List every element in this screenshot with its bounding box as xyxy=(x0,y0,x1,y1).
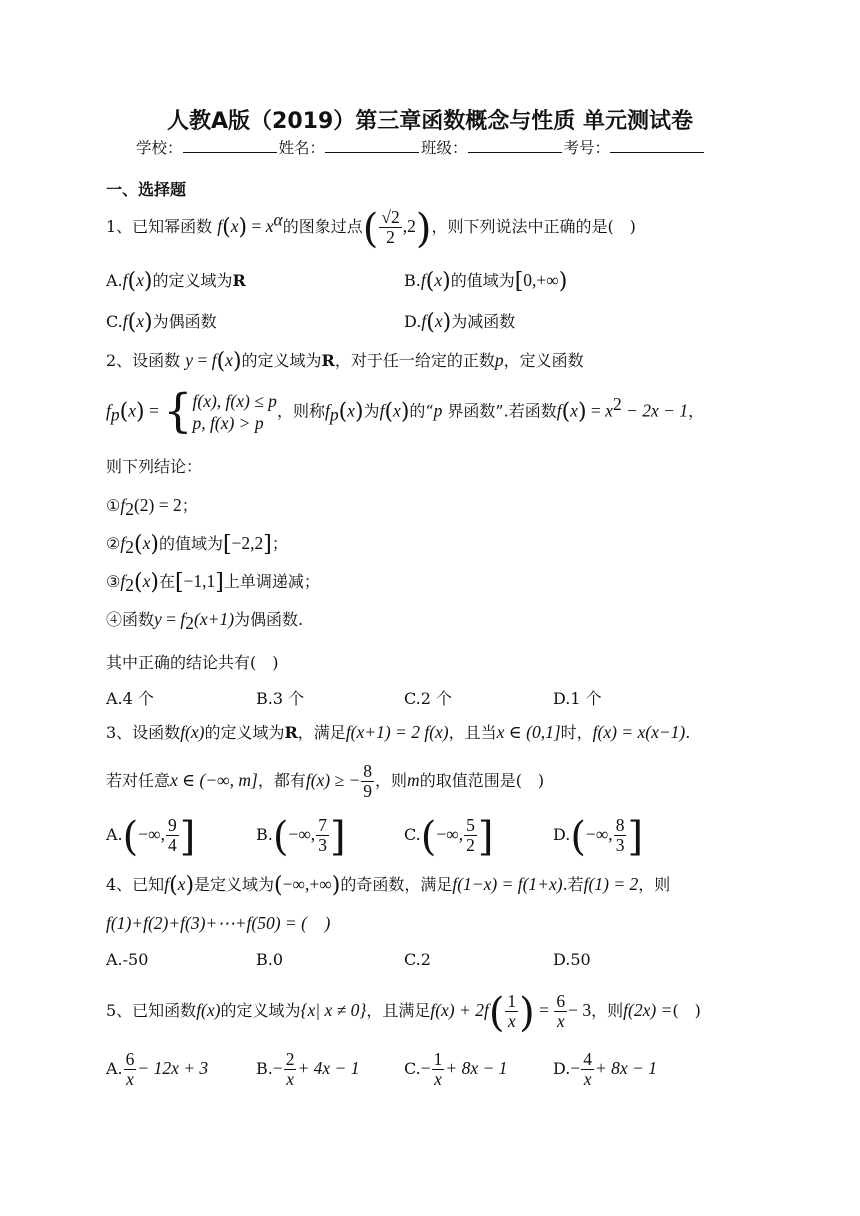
q1-text: 的图象过点 xyxy=(282,217,363,236)
q3-text: 若对任意 xyxy=(106,771,171,790)
q4-option-b[interactable]: B.0 xyxy=(256,950,284,969)
math: f(2x) = xyxy=(623,1000,673,1020)
math: p xyxy=(329,404,339,425)
math: f xyxy=(420,270,426,290)
opt-letter: C. xyxy=(404,825,421,844)
math: f(1−x) = f(1+x) xyxy=(452,874,563,894)
opt-letter: B. xyxy=(256,825,273,844)
school-label: 学校： xyxy=(136,139,183,157)
math: −2,2 xyxy=(231,533,264,553)
q3-option-d[interactable]: D.(−∞, $\frac{8}{3}$ ] xyxy=(553,814,644,860)
math: 1 xyxy=(433,1049,443,1069)
math: (2) = 2 xyxy=(133,495,182,515)
math: x xyxy=(286,1069,294,1089)
q3-option-c[interactable]: C.(−∞, $\frac{5}{2}$ ] xyxy=(404,814,494,860)
q2-text: ， xyxy=(688,401,705,421)
math: x xyxy=(230,216,239,236)
math: 2 xyxy=(386,227,395,247)
math: − 12x + 3 xyxy=(137,1058,209,1078)
math: x xyxy=(265,216,274,236)
math: f(x) + 2f xyxy=(430,1000,489,1020)
q3-stem xyxy=(106,721,690,744)
q3-text: ，满足 xyxy=(297,723,346,742)
math: f xyxy=(164,874,170,894)
math: α xyxy=(273,209,283,230)
number-label: 考号： xyxy=(563,139,611,157)
math: y xyxy=(154,609,162,629)
math: x xyxy=(393,400,401,421)
opt-letter: D. xyxy=(553,1059,571,1078)
math: = xyxy=(586,400,606,421)
q4-option-d[interactable]: D.50 xyxy=(553,950,591,969)
math: f xyxy=(120,571,126,591)
class-blank xyxy=(468,138,562,153)
math: 4 xyxy=(583,1049,592,1069)
math: − xyxy=(272,1058,283,1078)
math: f xyxy=(556,400,562,421)
q3-text: R xyxy=(284,723,298,742)
math: f xyxy=(324,400,330,421)
math: x xyxy=(136,270,144,290)
q2-text: 为 xyxy=(363,401,380,421)
math: x xyxy=(128,400,136,421)
math: −∞, xyxy=(436,824,464,844)
page-title: 人教A版（2019）第三章函数概念与性质 单元测试卷 xyxy=(167,109,693,134)
math: ,2 xyxy=(402,216,416,236)
math: f xyxy=(120,495,126,515)
q2-text: ，对于任一给定的正数 xyxy=(334,351,495,370)
q1-text: ，则下列说法中正确的是( ) xyxy=(431,217,636,236)
q3-text: ，都有 xyxy=(257,771,306,790)
math: f xyxy=(106,400,111,421)
math: − 2x − 1 xyxy=(621,400,689,421)
math: 8 xyxy=(363,761,373,781)
math: 2 xyxy=(125,537,134,558)
q2-text: R xyxy=(321,351,335,370)
q2-text: ① xyxy=(106,496,121,515)
q5-option-d[interactable] xyxy=(553,1050,657,1089)
math: 2 xyxy=(125,575,134,596)
q5-text: ( ) xyxy=(672,1001,701,1020)
math: x xyxy=(177,874,186,894)
math: f(x) xyxy=(180,722,205,742)
math: + 8x − 1 xyxy=(445,1058,508,1078)
math: − 3 xyxy=(568,1000,592,1020)
q1-option-b[interactable]: B.f(x)的值域为[0,+∞) xyxy=(404,269,568,294)
q2-conclusion-1 xyxy=(106,494,198,520)
math: f xyxy=(421,311,427,331)
math: 2 xyxy=(285,1049,295,1069)
q1-stem: 1、已知幂函数 $f(x) = x^\alpha$的图象过点( $\frac{√2}{2}$ ,2)，则下列说法中正确的是( ) xyxy=(106,206,636,252)
student-info xyxy=(136,136,706,158)
math: x xyxy=(434,311,443,331)
q2-conclusion-2: $②f_2(x)$的值域为[−2,2]； xyxy=(106,532,288,558)
q2-conclusion-3: $③f_2(x)$在[−1,1]上单调递减； xyxy=(106,570,320,596)
math: x xyxy=(136,311,145,331)
opt-text: 为减函数 xyxy=(451,312,516,331)
q2-option-a[interactable]: A.4 个 xyxy=(106,689,154,708)
math: 5 xyxy=(466,815,475,835)
math: = xyxy=(534,1000,554,1020)
math: + 8x − 1 xyxy=(594,1058,657,1078)
math: f(x), f(x) ≤ p xyxy=(192,391,277,411)
math: f xyxy=(180,609,186,629)
opt-letter: D. xyxy=(553,825,571,844)
math: x xyxy=(605,400,613,421)
q4-stem: 4、已知f(x)是定义域为(−∞,+∞)的奇函数，满足f(1−x) = f(1+x).若f(1) = 2，则 xyxy=(106,873,671,898)
math: f xyxy=(217,216,223,236)
math: f xyxy=(211,350,217,370)
q2-text: 2、设函数 xyxy=(106,351,181,370)
math: f xyxy=(120,533,126,553)
q2-option-c[interactable]: C.2 个 xyxy=(404,689,453,708)
math: 8 xyxy=(615,815,625,835)
math: x xyxy=(556,1011,565,1031)
q2-text: 的值域为 xyxy=(158,534,223,553)
opt-text: 为偶函数 xyxy=(152,312,217,331)
q5-text: ，且满足 xyxy=(366,1001,431,1020)
q4-text: ，则 xyxy=(638,875,671,894)
q2-text: 的“ xyxy=(409,401,434,421)
q3-option-a[interactable]: A.(−∞, $\frac{9}{4}$ ] xyxy=(106,814,196,860)
opt-letter: B. xyxy=(256,1059,273,1078)
math: f(x) xyxy=(196,1000,221,1020)
q3-text: 的取值范围是( ) xyxy=(419,771,545,790)
math: 2 xyxy=(466,835,475,855)
q2-definition: $f_p(x)$ = { f(x), f(x) ≤ p p, f(x) > p ，则称$f_p(x)$为f(x)的“p 界函数”.若函数$f(x) = x^2 - 2x - 1$， xyxy=(106,383,705,438)
math: 3 xyxy=(318,835,327,855)
q2-conclusion-4 xyxy=(106,608,303,634)
math: = xyxy=(144,400,164,421)
q1-text: 1、已知幂函数 xyxy=(106,217,213,236)
opt-letter: B. xyxy=(404,271,421,290)
math: x ∈ (0,1] xyxy=(496,722,561,742)
math: = xyxy=(247,216,266,236)
math: −1,1 xyxy=(183,571,216,591)
q2-stem: 2、设函数 y = f(x)的定义域为R，对于任一给定的正数p，定义函数 xyxy=(106,349,584,374)
math: x xyxy=(347,400,355,421)
math: m xyxy=(407,770,420,790)
math: − xyxy=(570,1058,581,1078)
q2-text: 在 xyxy=(158,572,175,591)
q5-option-b[interactable] xyxy=(256,1050,359,1089)
math: f xyxy=(122,311,128,331)
opt-text: R xyxy=(232,271,246,290)
math: x xyxy=(570,400,578,421)
q2-text: 上单调递减； xyxy=(223,572,320,591)
math: 0,+∞ xyxy=(523,270,559,290)
math: − xyxy=(420,1058,431,1078)
math: x xyxy=(507,1011,516,1031)
number-blank xyxy=(610,138,704,153)
opt-letter: C. xyxy=(404,1059,421,1078)
q2-text: 的定义域为 xyxy=(241,351,322,370)
math: x ∈ (−∞, m] xyxy=(170,770,258,790)
q3-text: ，且当 xyxy=(448,723,497,742)
q5-stem: 5、已知函数f(x)的定义域为{x| x ≠ 0}，且满足f(x) + 2f( $\frac{1}{x}$ ) = $\frac{6}{x}$ − 3，则f(2x) =( ) xyxy=(106,990,701,1036)
math: f(1)+f(2)+f(3)+⋯+f(50) = ( ) xyxy=(106,913,331,933)
opt-letter: A. xyxy=(106,825,123,844)
q2-option-b[interactable]: B.3 个 xyxy=(256,689,305,708)
q2-option-d[interactable]: D.1 个 xyxy=(553,689,602,708)
math: f(x) = x(x−1) xyxy=(592,722,686,742)
math: x xyxy=(434,270,443,290)
q5-text: 的定义域为 xyxy=(220,1001,301,1020)
math: (x+1) xyxy=(194,609,235,629)
q3-text: ，则 xyxy=(375,771,408,790)
math: 6 xyxy=(556,991,566,1011)
q5-text: 5、已知函数 xyxy=(106,1001,197,1020)
math: f xyxy=(122,270,128,290)
opt-letter: A. xyxy=(106,1059,123,1078)
q2-text: 界函数”.若函数 xyxy=(442,401,557,421)
q2-text: ； xyxy=(271,534,288,553)
q4-option-c[interactable]: C.2 xyxy=(404,950,431,969)
section-heading: 一、选择题 xyxy=(106,180,187,199)
math: 7 xyxy=(318,815,327,835)
math: p xyxy=(433,400,443,421)
math: = xyxy=(193,350,212,370)
math: 9 xyxy=(363,781,373,801)
math: 6 xyxy=(125,1049,135,1069)
math: f(1) = 2 xyxy=(583,874,639,894)
opt-letter: C. xyxy=(106,312,123,331)
q1-option-d[interactable]: D.f(x)为减函数 xyxy=(404,310,516,335)
math: y xyxy=(185,350,194,370)
math: x xyxy=(142,571,151,591)
math: 4 xyxy=(167,835,177,855)
math: f(x) ≥ − xyxy=(305,770,361,790)
q4-text: 4、已知 xyxy=(106,875,165,894)
math: p, f(x) > p xyxy=(192,413,264,433)
q2-text: ③ xyxy=(106,572,121,591)
math: x xyxy=(142,533,151,553)
math: 2 xyxy=(612,394,622,415)
q2-text: ，则称 xyxy=(276,401,325,421)
name-blank xyxy=(325,138,419,153)
name-label: 姓名： xyxy=(278,139,326,157)
math: −∞, xyxy=(585,824,613,844)
q5-option-a[interactable] xyxy=(106,1050,208,1089)
math: x xyxy=(434,1069,442,1089)
q2-conclusions-intro: 则下列结论： xyxy=(106,457,203,476)
q3-text: . xyxy=(685,723,691,742)
math: −∞, xyxy=(138,824,165,844)
opt-text: 的值域为 xyxy=(450,271,515,290)
math: p xyxy=(494,350,504,370)
q5-text: ，则 xyxy=(591,1001,624,1020)
math: 9 xyxy=(167,815,177,835)
math: p xyxy=(110,404,120,425)
q2-text: 为偶函数. xyxy=(234,610,304,629)
q4-text: .若 xyxy=(562,875,584,894)
q2-text: ④函数 xyxy=(106,610,155,629)
math: x xyxy=(225,350,233,370)
q3-stem-2 xyxy=(106,762,544,801)
q3-text: 时， xyxy=(560,723,593,742)
q3-text: 3、设函数 xyxy=(106,723,181,742)
q2-text: ，定义函数 xyxy=(503,351,584,370)
q1-option-c[interactable]: C.f(x)为偶函数 xyxy=(106,310,217,335)
q4-text: 是定义域为 xyxy=(194,875,275,894)
math: 2 xyxy=(125,499,134,520)
opt-text: 的定义域为 xyxy=(152,271,233,290)
opt-letter: A. xyxy=(106,271,123,290)
math: 1 xyxy=(507,991,517,1011)
opt-letter: D. xyxy=(404,312,422,331)
math: {x| x ≠ 0} xyxy=(300,1000,367,1020)
math: x xyxy=(583,1069,592,1089)
math: f xyxy=(379,400,385,421)
math: = xyxy=(161,609,181,629)
class-label: 班级： xyxy=(421,139,468,157)
math: √2 xyxy=(381,207,400,227)
q4-sum xyxy=(106,912,330,935)
q3-text: 的定义域为 xyxy=(204,723,285,742)
q2-text: ② xyxy=(106,534,121,553)
math: −∞,+∞ xyxy=(282,874,332,894)
math: + 4x − 1 xyxy=(297,1058,360,1078)
q5-option-c[interactable] xyxy=(404,1050,507,1089)
math: f(x+1) = 2 f(x) xyxy=(345,722,449,742)
math: 3 xyxy=(615,835,625,855)
q3-option-b[interactable]: B.(−∞, $\frac{7}{3}$ ] xyxy=(256,814,346,860)
school-blank xyxy=(183,138,277,153)
q2-question: 其中正确的结论共有( ) xyxy=(106,653,279,672)
q4-option-a[interactable]: A.-50 xyxy=(106,950,149,969)
q2-text: ； xyxy=(181,496,198,515)
math: −∞, xyxy=(288,824,316,844)
q4-text: 的奇函数，满足 xyxy=(340,875,453,894)
q1-option-a[interactable]: A.f(x)的定义域为R xyxy=(106,269,246,294)
math: 2 xyxy=(185,613,195,634)
math: x xyxy=(126,1069,134,1089)
